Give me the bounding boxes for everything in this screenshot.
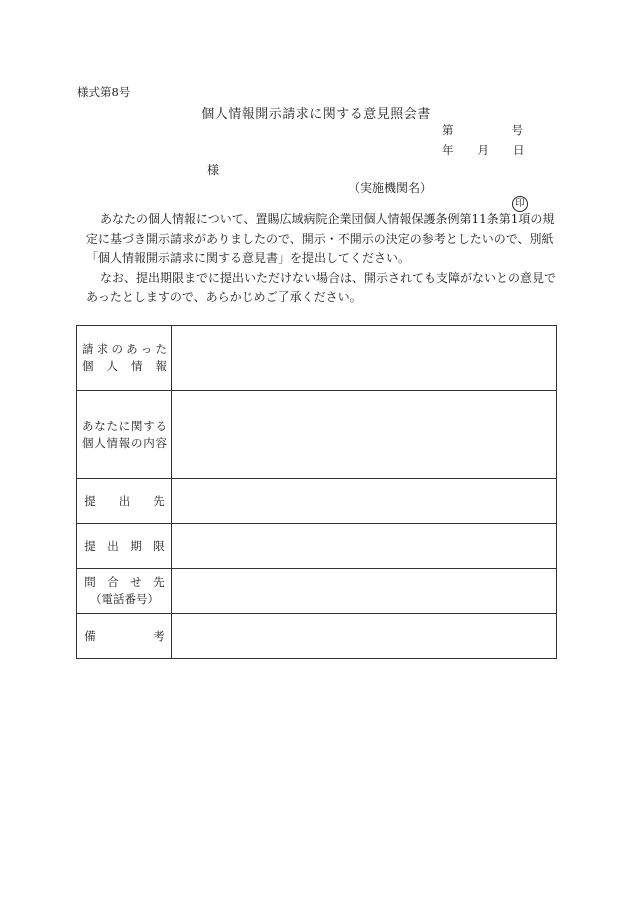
row-value-field[interactable] xyxy=(172,391,557,479)
row-value-field[interactable] xyxy=(172,326,557,391)
number-prefix: 第 xyxy=(442,123,454,137)
table-row-submit-to xyxy=(77,479,557,524)
document-date xyxy=(442,142,525,158)
form-table xyxy=(76,325,557,659)
date-day: 日 xyxy=(513,143,525,157)
row-label-line2: 個 人 情 報 xyxy=(82,359,167,373)
row-label-line1: あなたに関する xyxy=(82,418,167,433)
row-label xyxy=(77,614,172,659)
date-month: 月 xyxy=(477,143,489,157)
row-value-field[interactable] xyxy=(172,614,557,659)
table-row-info-content xyxy=(77,391,557,479)
row-label-line1: 問 合 せ 先 xyxy=(84,575,165,589)
row-label-line1: 備 考 xyxy=(84,628,165,643)
body-text xyxy=(86,210,556,308)
body-paragraph-2: なお、提出期限までに提出いただけない場合は、開示されても支障がないとの意見であったとしますので、あらかじめご了承ください。 xyxy=(86,270,557,304)
body-paragraph-1: あなたの個人情報について、置賜広域病院企業団個人情報保護条例第11条第1項の規定に基づき開示請求がありましたので、開示・不開示の決定の参考としたいので、別紙「個人情報開示請求に関する意見書」を提出してください。 xyxy=(86,212,555,265)
row-value-field[interactable] xyxy=(172,569,557,614)
table-row-deadline xyxy=(77,524,557,569)
date-year: 年 xyxy=(442,143,454,157)
row-value-field[interactable] xyxy=(172,479,557,524)
table-row-requested-info xyxy=(77,326,557,391)
row-label-line1: 請求のあった xyxy=(82,342,167,356)
row-label xyxy=(77,326,172,391)
form-number: 様式第8号 xyxy=(77,85,131,99)
row-value-field[interactable] xyxy=(172,524,557,569)
agency-name: （実施機関名） xyxy=(348,181,433,195)
title-text: 個人情報開示請求に関する意見照会書 xyxy=(201,107,431,122)
table-row-contact xyxy=(77,569,557,614)
row-label xyxy=(77,391,172,479)
addressee-suffix: 様 xyxy=(207,163,220,177)
row-label xyxy=(77,524,172,569)
row-label-line2: 個人情報の内容 xyxy=(82,435,167,450)
table-row-remarks xyxy=(77,614,557,659)
document-number xyxy=(442,122,523,138)
document-title xyxy=(0,103,630,122)
row-label xyxy=(77,479,172,524)
row-label-line1: 提 出 先 xyxy=(84,493,165,508)
row-label xyxy=(77,569,172,614)
number-suffix: 号 xyxy=(511,123,523,137)
row-label-line1: 提 出 期 限 xyxy=(84,538,165,553)
seal-mark: 印 xyxy=(512,196,528,212)
row-label-line2: （電話番号） xyxy=(90,592,159,606)
